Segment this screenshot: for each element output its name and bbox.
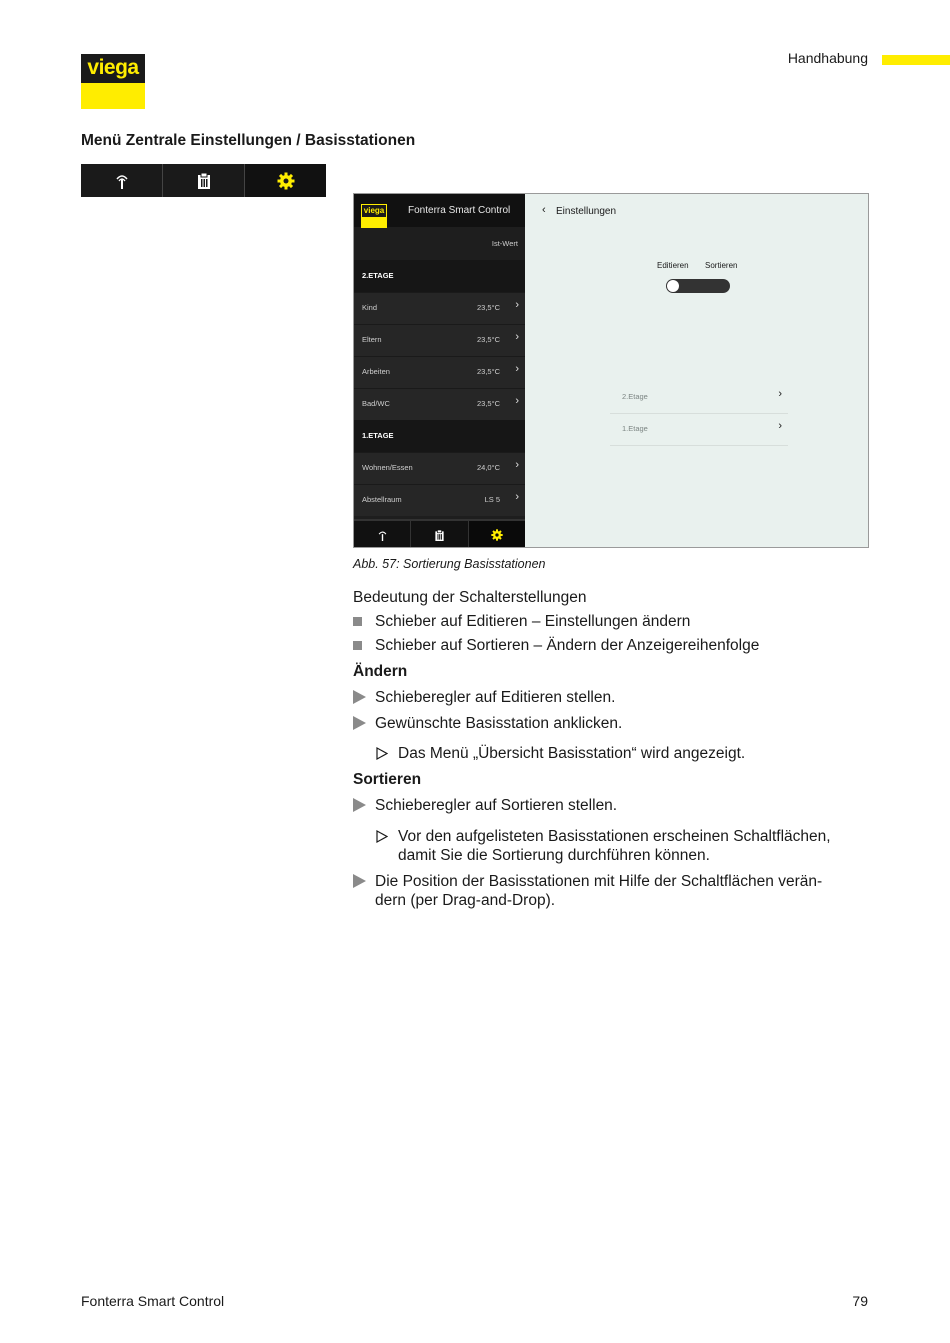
room-value: 24,0°C	[476, 463, 500, 472]
app-tab-bar	[354, 519, 525, 548]
chevron-right-icon: ›	[778, 420, 782, 432]
result-arrow-icon	[376, 747, 388, 760]
clipboard-icon	[434, 529, 445, 542]
app-logo-text: viega	[363, 206, 385, 215]
result-text-line: Vor den aufgelisteten Basisstationen erscheinen Schaltflächen,	[398, 828, 831, 845]
app-screenshot	[353, 193, 869, 548]
menu-tab-manual[interactable]	[81, 164, 163, 197]
room-name: Bad/WC	[362, 399, 390, 408]
chevron-right-icon: ›	[515, 299, 519, 311]
logo-text: viega	[87, 56, 139, 79]
room-value: 23,5°C	[476, 367, 500, 376]
toggle-label-edit: Editieren	[657, 261, 689, 270]
header-section-label: Handhabung	[787, 50, 868, 66]
app-logo	[361, 204, 387, 228]
figure-caption: Abb. 57: Sortierung Basisstationen	[353, 557, 546, 571]
step-item	[353, 714, 622, 733]
room-row[interactable]	[354, 452, 525, 484]
room-row[interactable]	[354, 324, 525, 356]
step-arrow-icon	[353, 798, 366, 812]
intro-text: Bedeutung der Schalterstellungen	[353, 589, 587, 606]
menu-tab-settings[interactable]	[245, 164, 326, 197]
step-item	[353, 796, 617, 815]
room-name: Eltern	[362, 335, 382, 344]
room-row[interactable]	[354, 388, 525, 420]
chevron-right-icon: ›	[515, 363, 519, 375]
room-name: Wohnen/Essen	[362, 463, 413, 472]
group-header	[354, 420, 525, 452]
group-header	[354, 260, 525, 292]
menu-bar	[81, 164, 326, 197]
result-item	[376, 827, 878, 865]
result-text: Das Menü „Übersicht Basisstation“ wird angezeigt.	[398, 745, 746, 762]
room-name: Kind	[362, 303, 378, 312]
gear-icon	[491, 529, 503, 541]
list-item	[353, 636, 759, 655]
square-bullet-icon	[353, 641, 362, 650]
chevron-right-icon: ›	[515, 331, 519, 343]
toggle-knob	[667, 280, 679, 292]
step-arrow-icon	[353, 690, 366, 704]
room-value: 23,5°C	[476, 335, 500, 344]
column-header: Ist-Wert	[491, 239, 518, 248]
square-bullet-icon	[353, 617, 362, 626]
station-name: 1.Etage	[622, 424, 648, 433]
clipboard-icon	[196, 172, 212, 190]
step-arrow-icon	[353, 874, 366, 888]
room-row[interactable]	[354, 484, 525, 516]
app-header	[354, 194, 525, 227]
room-row[interactable]	[354, 356, 525, 388]
station-row[interactable]	[610, 382, 788, 414]
back-label[interactable]: Einstellungen	[556, 206, 617, 217]
page-number: 79	[852, 1293, 868, 1309]
tap-icon	[114, 172, 130, 190]
step-arrow-icon	[353, 716, 366, 730]
chevron-right-icon: ›	[515, 395, 519, 407]
result-text-line: damit Sie die Sortierung durchführen können.	[398, 847, 710, 864]
step-text: Schieberegler auf Sortieren stellen.	[375, 797, 618, 814]
room-name: Abstellraum	[362, 495, 402, 504]
list-item-text: Schieber auf Editieren – Einstellungen ändern	[375, 613, 691, 630]
step-text: Gewünschte Basisstation anklicken.	[375, 715, 623, 732]
chevron-left-icon[interactable]: ‹	[542, 204, 546, 216]
tap-icon	[377, 529, 388, 542]
app-title: Fonterra Smart Control	[408, 205, 511, 216]
app-tab-settings[interactable]	[469, 521, 525, 548]
app-tab-protocol[interactable]	[411, 521, 468, 548]
station-name: 2.Etage	[622, 392, 648, 401]
chevron-right-icon: ›	[778, 388, 782, 400]
group-label: 2.ETAGE	[362, 271, 394, 280]
room-list-panel	[354, 194, 525, 548]
station-row[interactable]	[610, 414, 788, 446]
list-item	[353, 612, 690, 631]
chevron-right-icon: ›	[515, 491, 519, 503]
step-text-line: Die Position der Basisstationen mit Hilfe der Schaltflächen verän-	[375, 873, 823, 890]
room-name: Arbeiten	[362, 367, 390, 376]
subheading-change: Ändern	[353, 663, 408, 680]
gear-icon	[277, 172, 295, 190]
viega-logo	[81, 54, 145, 109]
toggle-label-sort: Sortieren	[705, 261, 738, 270]
header-accent-bar	[882, 55, 950, 65]
step-item	[353, 872, 875, 910]
group-label: 1.ETAGE	[362, 431, 394, 440]
subheading-sort: Sortieren	[353, 771, 422, 788]
room-value: 23,5°C	[476, 303, 500, 312]
step-item	[353, 688, 615, 707]
section-title: Menü Zentrale Einstellungen / Basisstationen	[81, 132, 416, 149]
step-text: Schieberegler auf Editieren stellen.	[375, 689, 616, 706]
menu-tab-protocol[interactable]	[163, 164, 245, 197]
result-arrow-icon	[376, 830, 388, 843]
chevron-right-icon: ›	[515, 459, 519, 471]
room-value: LS 5	[484, 495, 500, 504]
footer-product: Fonterra Smart Control	[81, 1293, 225, 1309]
app-tab-manual[interactable]	[354, 521, 411, 548]
list-item-text: Schieber auf Sortieren – Ändern der Anzeigereihenfolge	[375, 637, 760, 654]
room-row[interactable]	[354, 292, 525, 324]
step-text-line: dern (per Drag-and-Drop).	[375, 892, 556, 909]
room-value: 23,5°C	[476, 399, 500, 408]
result-item	[376, 744, 745, 763]
edit-sort-toggle[interactable]	[666, 279, 730, 293]
